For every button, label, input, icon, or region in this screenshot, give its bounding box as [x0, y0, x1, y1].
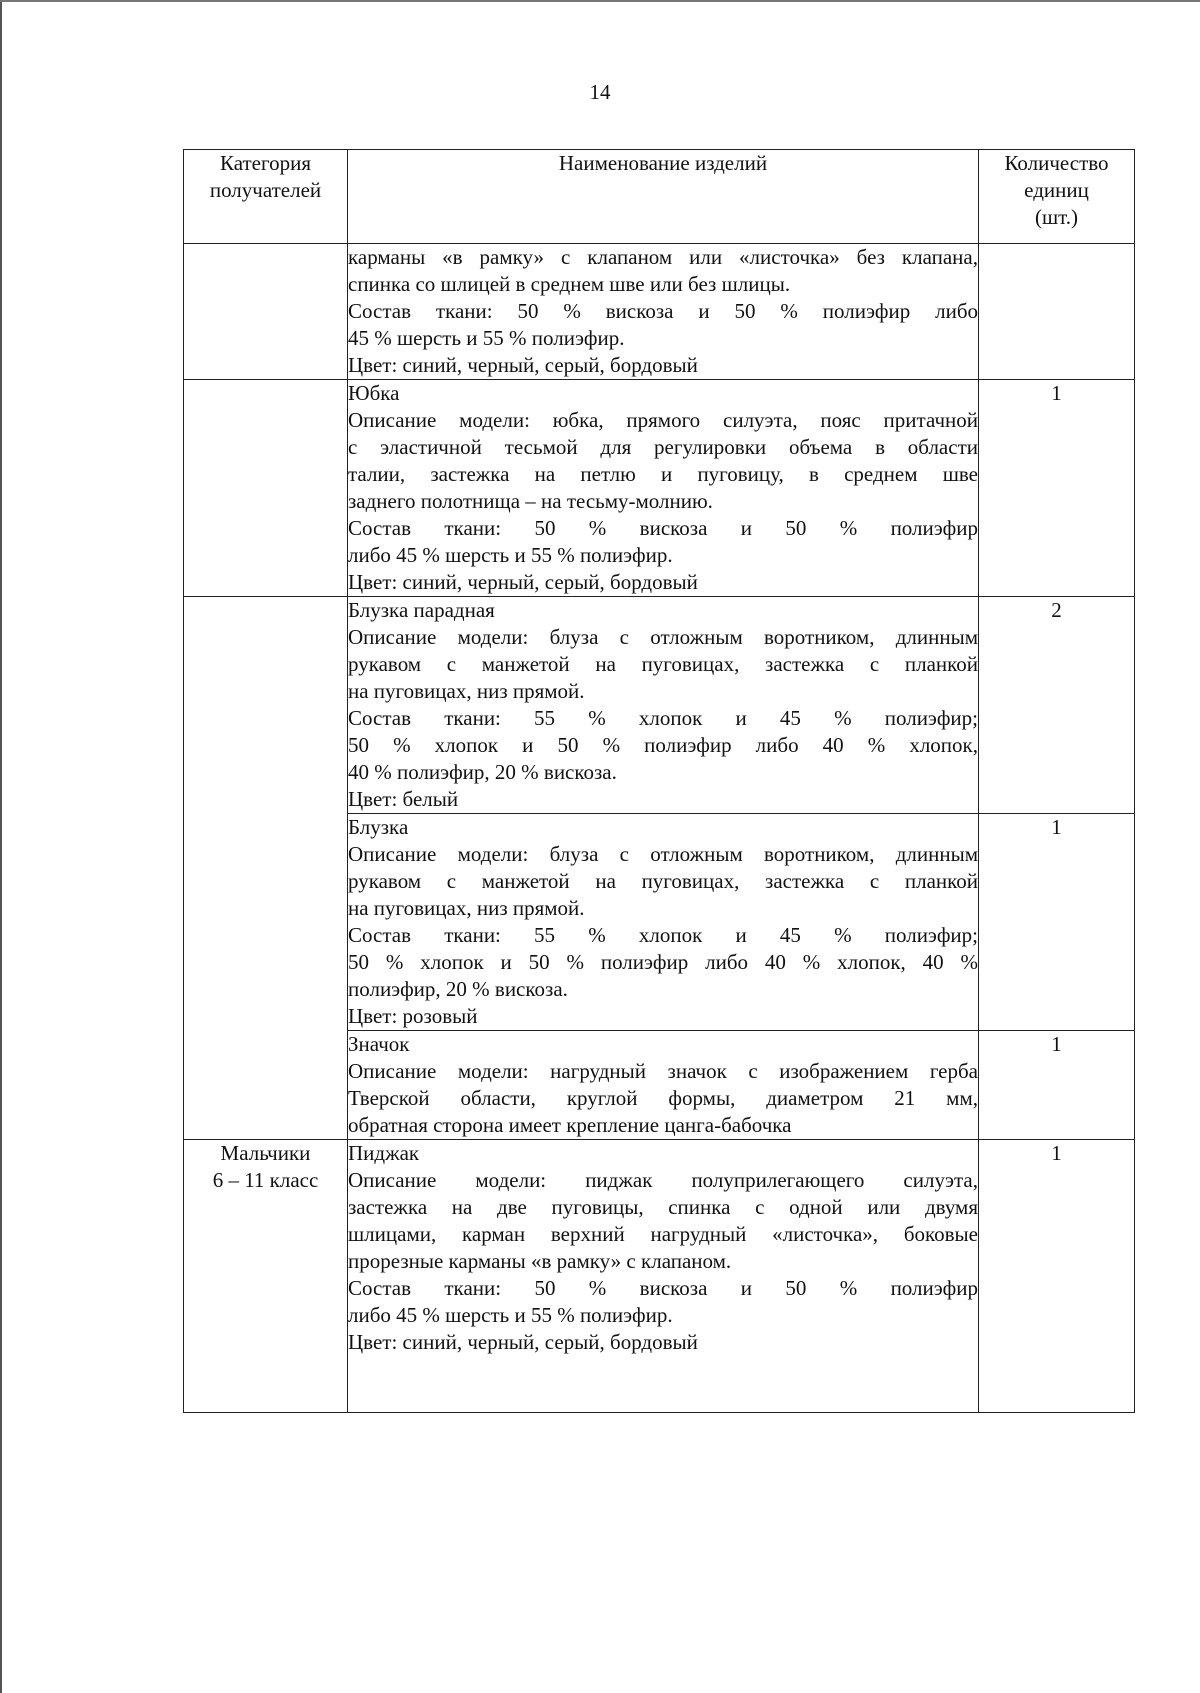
- category-cell: [184, 380, 348, 597]
- item-description: Юбка Описание модели: юбка, прямого силуэта, пояс притачной с эластичной тесьмой для регулировки объема в области талии, застежка на петлю и пуговицу, в среднем шве заднего полотнища – на тесьму-молнию. Состав ткани: 50 % вискоза и 50 % полиэфир либо 45 % шерсть и 55 % полиэфир. Цвет: синий, черный, серый, бордовый: [348, 380, 979, 597]
- table-row: [184, 380, 1135, 597]
- category-cell: Мальчики 6 – 11 класс: [184, 1140, 348, 1413]
- table-row: [184, 597, 1135, 814]
- header-category: Категория получателей: [184, 150, 348, 244]
- table-row: [184, 1140, 1135, 1413]
- items-table: [183, 149, 1135, 1413]
- quantity-cell: 2: [979, 597, 1135, 814]
- item-description: Значок Описание модели: нагрудный значок с изображением герба Тверской области, круглой формы, диаметром 21 мм, обратная сторона имеет крепление цанга-бабочка: [348, 1031, 979, 1140]
- item-description: Блузка парадная Описание модели: блуза с отложным воротником, длинным рукавом с манжетой на пуговицах, застежка с планкой на пуговицах, низ прямой. Состав ткани: 55 % хлопок и 45 % полиэфир; 50 % хлопок и 50 % полиэфир либо 40 % хлопок, 40 % полиэфир, 20 % вискоза. Цвет: белый: [348, 597, 979, 814]
- quantity-cell: [979, 244, 1135, 380]
- quantity-cell: 1: [979, 380, 1135, 597]
- quantity-cell: 1: [979, 1140, 1135, 1413]
- item-description: карманы «в рамку» с клапаном или «листочка» без клапана, спинка со шлицей в среднем шве или без шлицы. Состав ткани: 50 % вискоза и 50 % полиэфир либо 45 % шерсть и 55 % полиэфир. Цвет: синий, черный, серый, бордовый: [348, 244, 979, 380]
- item-description: Пиджак Описание модели: пиджак полуприлегающего силуэта, застежка на две пуговицы, спинка с одной или двумя шлицами, карман верхний нагрудный «листочка», боковые прорезные карманы «в рамку» с клапаном. Состав ткани: 50 % вискоза и 50 % полиэфир либо 45 % шерсть и 55 % полиэфир. Цвет: синий, черный, серый, бордовый: [348, 1140, 979, 1413]
- table-row: [184, 244, 1135, 380]
- table-header-row: [184, 150, 1135, 244]
- category-cell: [184, 597, 348, 1140]
- quantity-cell: 1: [979, 814, 1135, 1031]
- page-number: 14: [589, 80, 611, 104]
- item-description: Блузка Описание модели: блуза с отложным воротником, длинным рукавом с манжетой на пуговицах, застежка с планкой на пуговицах, низ прямой. Состав ткани: 55 % хлопок и 45 % полиэфир; 50 % хлопок и 50 % полиэфир либо 40 % хлопок, 40 % полиэфир, 20 % вискоза. Цвет: розовый: [348, 814, 979, 1031]
- scan-edge: [0, 0, 1200, 2]
- quantity-cell: 1: [979, 1031, 1135, 1140]
- scan-edge: [0, 0, 2, 1693]
- header-item-name: Наименование изделий: [348, 150, 979, 244]
- header-quantity: Количество единиц (шт.): [979, 150, 1135, 244]
- category-cell: [184, 244, 348, 380]
